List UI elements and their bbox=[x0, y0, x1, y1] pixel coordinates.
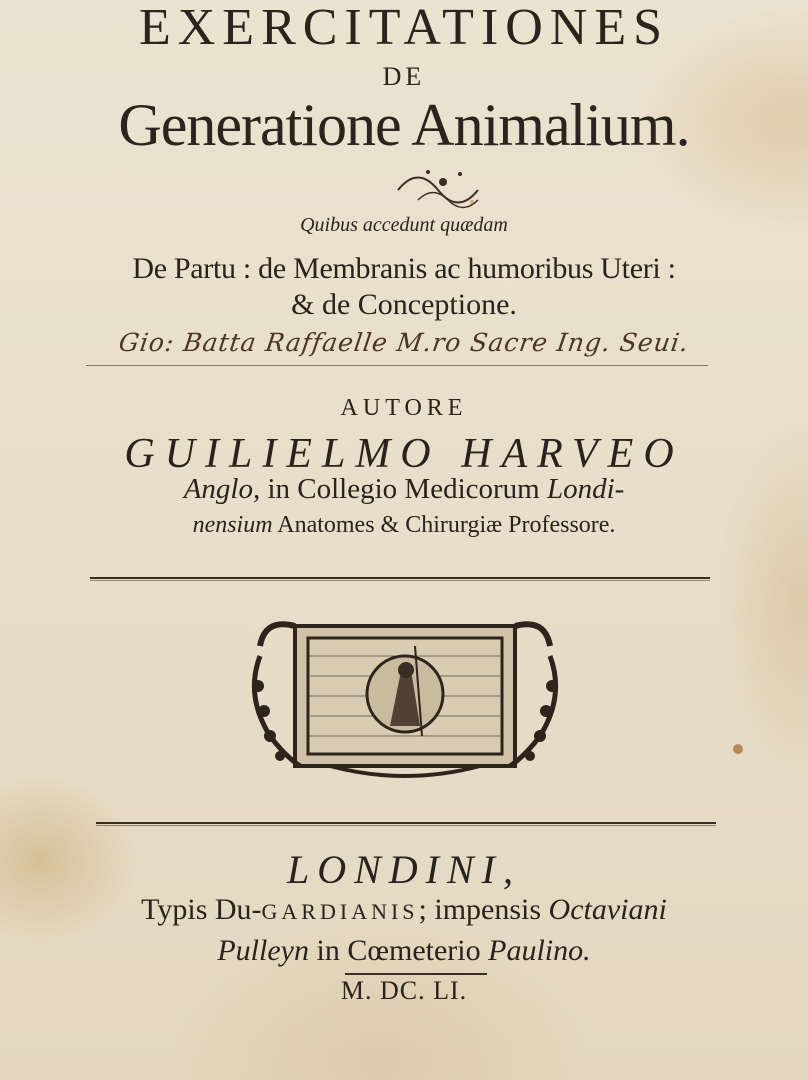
impensis-text: ; impensis bbox=[418, 893, 549, 926]
anglo-italic: Anglo, bbox=[183, 473, 261, 505]
quibus-line: Quibus accedunt quædam bbox=[300, 214, 508, 236]
book-subtitle: Generatione Animalium. bbox=[118, 92, 690, 158]
du-text: Du- bbox=[214, 893, 262, 926]
imprint-printer bbox=[0, 893, 808, 927]
top-divider-thin bbox=[90, 580, 710, 581]
imprint-city: LONDINI, bbox=[286, 847, 522, 892]
bottom-divider-thin bbox=[96, 825, 716, 826]
signature-underline bbox=[86, 365, 708, 366]
octaviani-italic: Octaviani bbox=[548, 893, 667, 926]
handwritten-signature: Gio: Batta Raffaelle M.ro Sacre Ing. Seui. bbox=[117, 328, 691, 357]
conceptione-line: & de Conceptione. bbox=[291, 288, 517, 321]
book-title: EXERCITATIONES bbox=[138, 0, 670, 56]
foxing-spot bbox=[733, 744, 743, 754]
autore-label: AUTORE bbox=[340, 395, 468, 421]
anglo-text: in Collegio Medicorum bbox=[260, 473, 547, 505]
nensium-italic: nensium bbox=[192, 512, 273, 538]
coemeterio-text: in Cœmeterio bbox=[309, 934, 489, 967]
date-overline bbox=[345, 973, 487, 975]
author-affiliation-line2 bbox=[0, 512, 808, 539]
londi-italic: Londi- bbox=[546, 473, 625, 505]
gardianis-text: GARDIANIS bbox=[261, 899, 419, 924]
imprint-date: M. DC. LI. bbox=[340, 976, 468, 1005]
de-partu-line: De Partu : de Membranis ac humoribus Uteri : bbox=[132, 252, 676, 285]
flourish-icon bbox=[388, 160, 498, 220]
title-de: DE bbox=[382, 62, 426, 91]
foxing-spot bbox=[470, 200, 474, 204]
author-name: GUILIELMO HARVEO bbox=[124, 431, 684, 477]
printers-device-icon bbox=[240, 616, 570, 780]
bottom-divider bbox=[96, 822, 716, 824]
paulino-italic: Paulino. bbox=[488, 934, 591, 967]
typis-text: Typis bbox=[141, 893, 215, 926]
pulleyn-italic: Pulleyn bbox=[217, 934, 309, 967]
author-affiliation-line1 bbox=[0, 473, 808, 506]
top-divider bbox=[90, 577, 710, 579]
imprint-publisher bbox=[0, 934, 808, 968]
nensium-text: Anatomes & Chirurgiæ Professore. bbox=[272, 512, 616, 538]
